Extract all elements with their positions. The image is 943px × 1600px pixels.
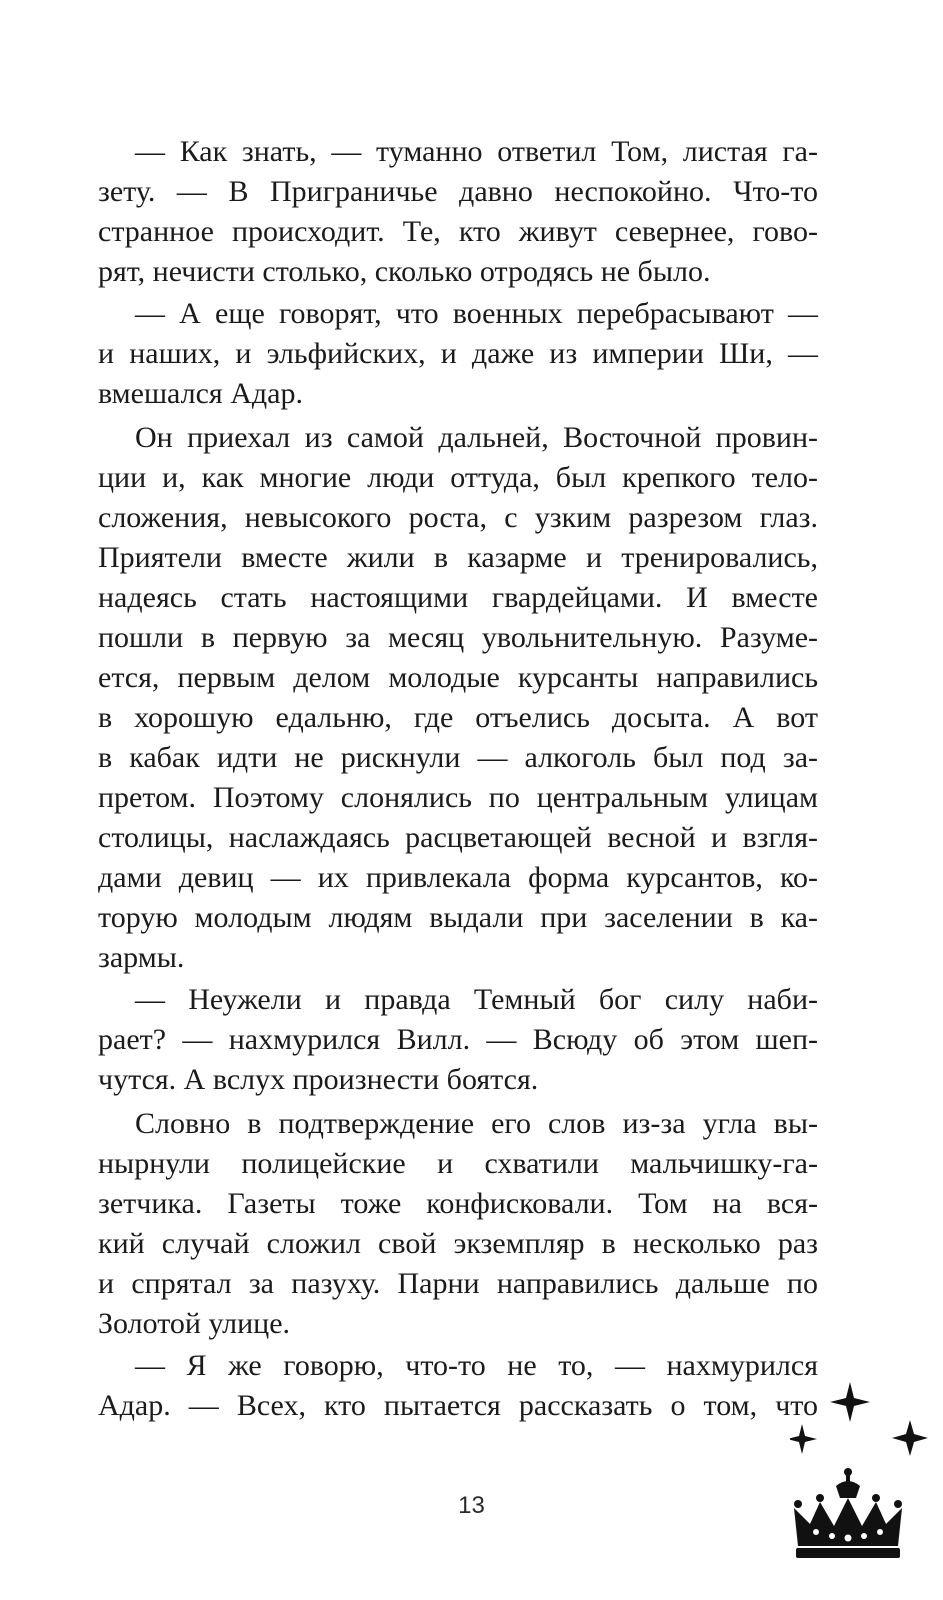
text-line: и спрятал за пазуху. Парни направились дальше по <box>98 1267 818 1300</box>
text-line: — Я же говорю, что-то не то, — нахмурился <box>135 1349 818 1382</box>
text-line: в кабак идти не рискнули — алкоголь был под за- <box>98 741 818 774</box>
page-number: 13 <box>458 1492 485 1519</box>
text-line: надеясь стать настоящими гвардейцами. И вместе <box>98 581 818 614</box>
text-line: рят, нечисти столько, сколько отродясь не было. <box>98 255 711 288</box>
text-line: ции и, как многие люди оттуда, был крепкого тело- <box>98 461 818 494</box>
text-line: пошли в первую за месяц увольнительную. Разуме- <box>98 621 818 654</box>
text-line: чутся. А вслух произнести боятся. <box>98 1063 539 1096</box>
text-line: Приятели вместе жили в казарме и тренировались, <box>98 541 818 574</box>
text-line: дами девиц — их привлекала форма курсантов, ко- <box>98 861 818 894</box>
text-line: Адар. — Всех, кто пытается рассказать о том, что <box>98 1389 818 1422</box>
text-line: зетчика. Газеты тоже конфисковали. Том на вся- <box>98 1187 818 1220</box>
text-line: в хорошую едальню, где отъелись досыта. А вот <box>98 701 818 734</box>
text-line: нырнули полицейские и схватили мальчишку-га- <box>98 1147 818 1180</box>
text-line: — Как знать, — туманно ответил Том, листая га- <box>135 135 818 168</box>
text-line: странное происходит. Те, кто живут севернее, гово- <box>98 215 818 248</box>
text-line: сложения, невысокого роста, с узким разрезом глаз. <box>98 501 818 534</box>
text-line: кий случай сложил свой экземпляр в несколько раз <box>98 1227 818 1260</box>
text-line: — Неужели и правда Темный бог силу наби- <box>135 983 818 1016</box>
text-line: Словно в подтверждение его слов из-за угла вы- <box>135 1107 818 1140</box>
crown-with-stars-icon <box>790 1380 940 1590</box>
text-line: Золотой улице. <box>98 1307 291 1340</box>
text-line: претом. Поэтому слонялись по центральным улицам <box>98 781 818 814</box>
text-line: и наших, и эльфийских, и даже из империи Ши, — <box>98 337 818 370</box>
text-line: вмешался Адар. <box>98 377 303 410</box>
text-line: ется, первым делом молодые курсанты направились <box>98 661 818 694</box>
text-line: рает? — нахмурился Вилл. — Всюду об этом шеп- <box>98 1023 818 1056</box>
text-line: торую молодым людям выдали при заселении в ка- <box>98 901 818 934</box>
text-line: столицы, наслаждаясь расцветающей весной и взгля- <box>98 821 818 854</box>
text-line: зету. — В Приграничье давно неспокойно. Что-то <box>98 175 818 208</box>
text-line: зармы. <box>98 941 185 974</box>
text-line: Он приехал из самой дальней, Восточной провин- <box>135 421 818 454</box>
text-line: — А еще говорят, что военных перебрасывают — <box>135 297 818 330</box>
